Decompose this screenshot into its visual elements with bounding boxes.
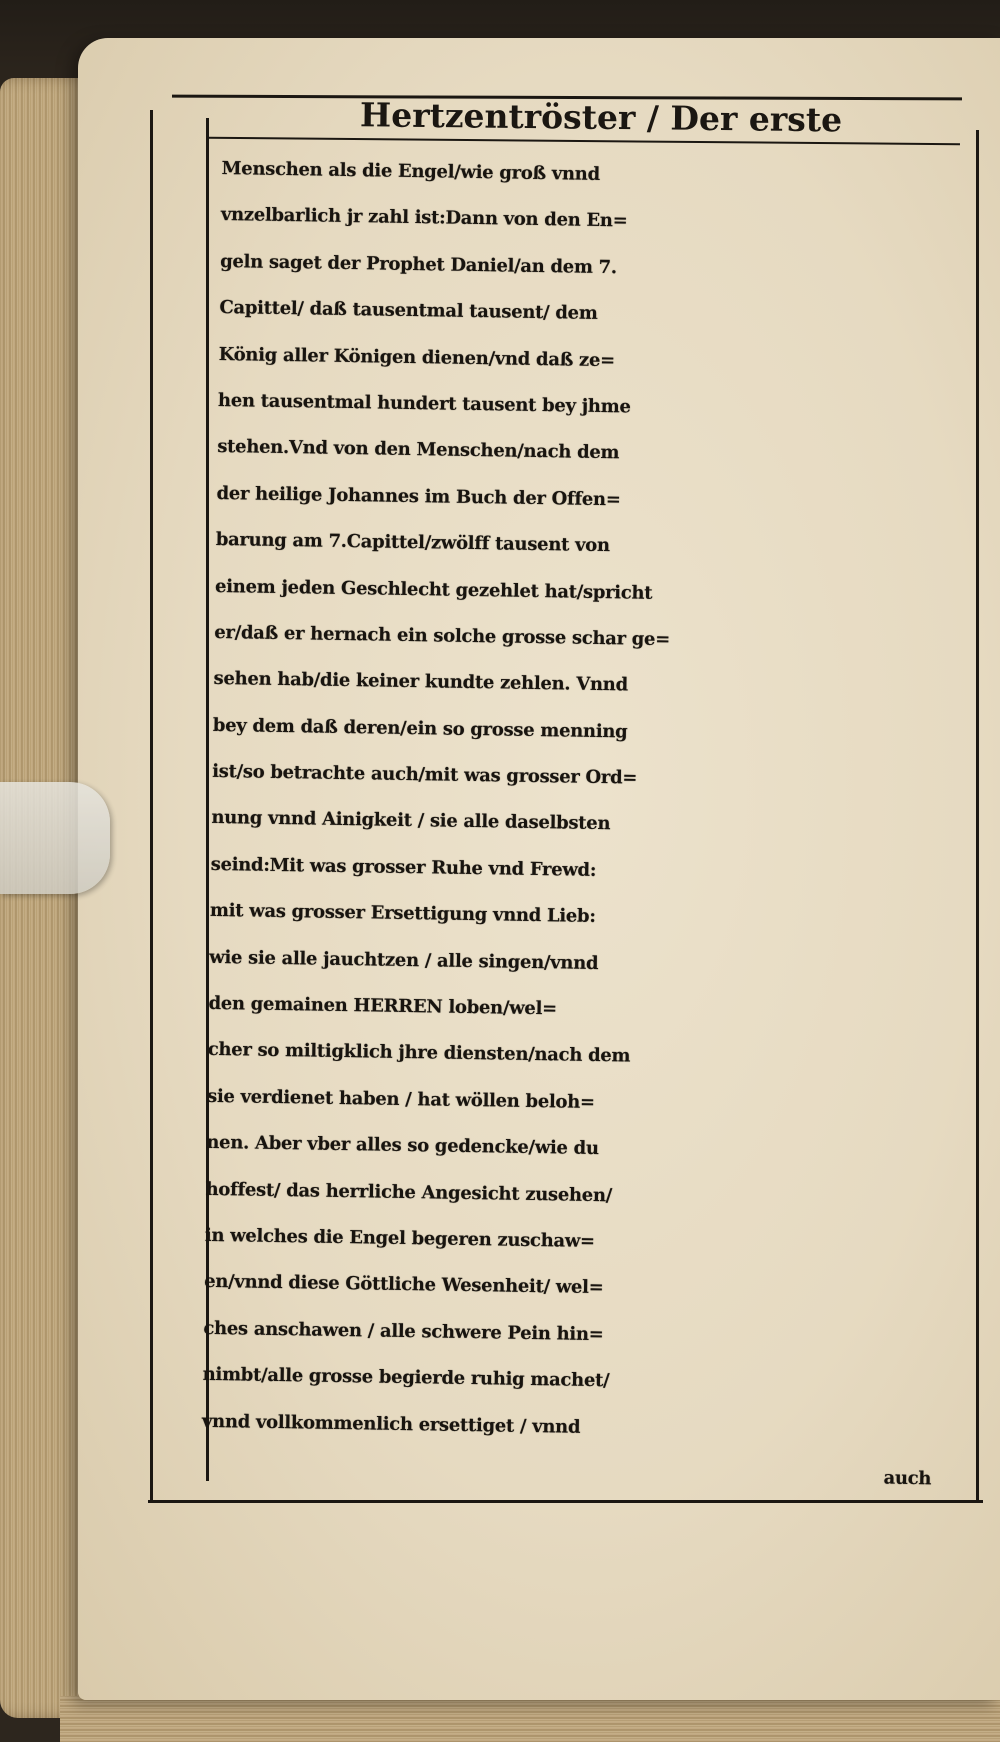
- text-line: en/vnnd diese Göttliche Wesenheit/ wel=: [203, 1271, 604, 1299]
- page-marker-tab: [0, 782, 110, 894]
- running-head: Hertzentröster / Der erste: [359, 95, 843, 140]
- text-line: Menschen als die Engel/wie groß vnnd: [221, 157, 601, 185]
- text-line: stehen.Vnd von den Menschen/nach dem: [217, 436, 620, 464]
- text-line: den gemainen HERREN loben/wel=: [208, 992, 558, 1020]
- text-line: ist/so betrachte auch/mit was grosser Ord=: [212, 761, 638, 789]
- text-line: mit was grosser Ersettigung vnnd Lieb:: [209, 900, 596, 928]
- text-line: bey dem daß deren/ein so grosse menning: [212, 714, 628, 743]
- text-line: ches anschawen / alle schwere Pein hin=: [203, 1317, 604, 1345]
- rule-left-outer: [150, 110, 153, 1500]
- page-edges-bottom: [60, 1696, 1000, 1742]
- text-line: Capittel/ daß tausentmal tausent/ dem: [219, 297, 598, 325]
- text-line: seind:Mit was grosser Ruhe vnd Frewd:: [210, 853, 597, 881]
- text-line: cher so miltigklich jhre diensten/nach dem: [207, 1039, 631, 1067]
- text-line: geln saget der Prophet Daniel/an dem 7.: [220, 250, 617, 278]
- text-line: der heilige Johannes im Buch der Offen=: [216, 482, 621, 511]
- text-line: vnzelbarlich jr zahl ist:Dann von den En=: [220, 204, 628, 232]
- text-line: er/daß er hernach ein solche grosse schar ge=: [214, 621, 671, 651]
- text-line: sie verdienet haben / hat wöllen beloh=: [206, 1085, 595, 1113]
- catchword: auch: [883, 1467, 932, 1490]
- text-line: in welches die Engel begeren zuschaw=: [204, 1224, 595, 1252]
- text-block: [201, 146, 974, 1508]
- rule-right: [976, 130, 979, 1500]
- text-line: nimbt/alle grosse begierde ruhig machet/: [202, 1364, 610, 1392]
- text-line: nen. Aber vber alles so gedencke/wie du: [206, 1132, 599, 1160]
- text-line: vnnd vollkommenlich ersettiget / vnnd: [201, 1410, 581, 1438]
- text-line: nung vnnd Ainigkeit / sie alle daselbsten: [211, 807, 611, 835]
- text-line: sehen hab/die keiner kundte zehlen. Vnnd: [213, 668, 628, 696]
- text-line: hen tausentmal hundert tausent bey jhme: [217, 389, 631, 418]
- text-line: König aller Königen dienen/vnd daß ze=: [218, 343, 616, 371]
- text-line: hoffest/ das herrliche Angesicht zusehen/: [205, 1178, 613, 1206]
- text-line: einem jeden Geschlecht gezehlet hat/spricht: [214, 575, 653, 604]
- text-line: barung am 7.Capittel/zwölff tausent von: [215, 529, 610, 557]
- text-line: wie sie alle jauchtzen / alle singen/vnnd: [209, 946, 599, 974]
